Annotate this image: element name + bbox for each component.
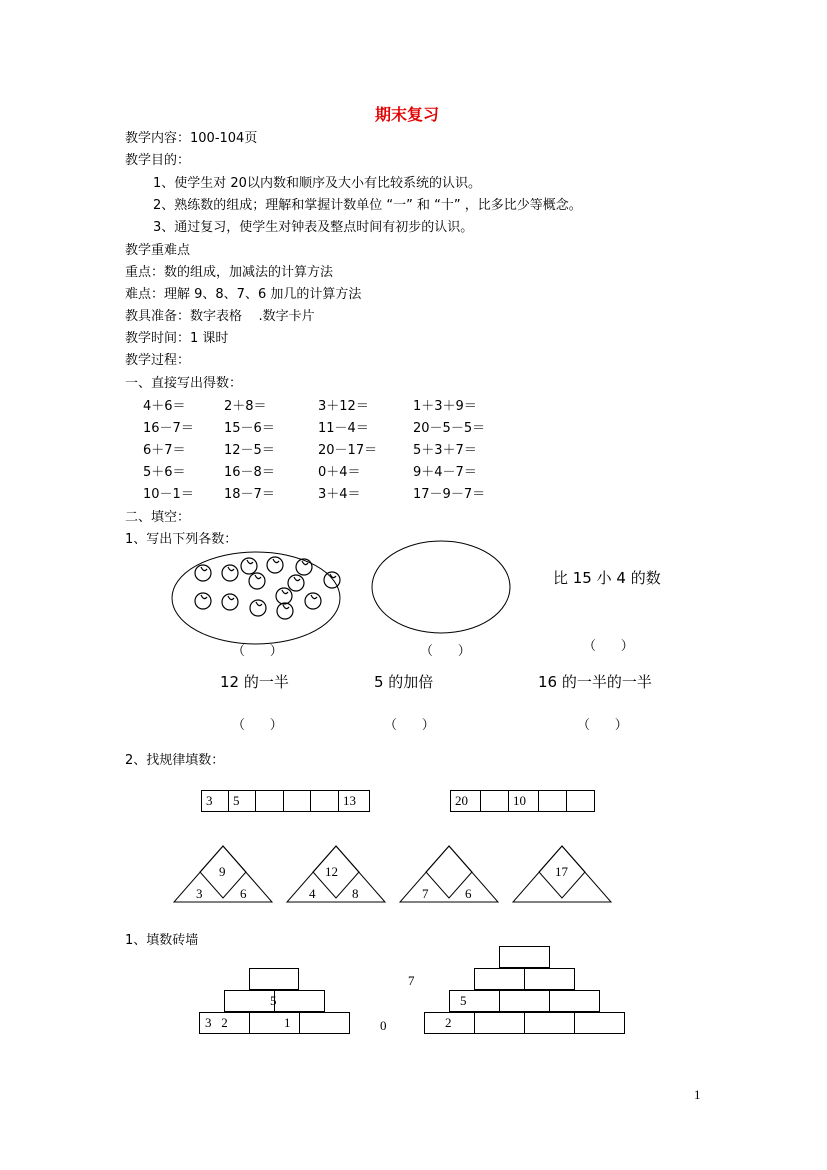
brick[interactable] bbox=[299, 1012, 350, 1034]
arith-cell: 15－6＝ bbox=[224, 421, 275, 436]
triangle-top: 17 bbox=[555, 864, 568, 879]
brick[interactable]: 3 2 bbox=[199, 1012, 250, 1034]
brick[interactable] bbox=[474, 1012, 525, 1034]
arith-cell: 2＋8＝ bbox=[224, 399, 267, 414]
triangle-top: 12 bbox=[325, 864, 338, 879]
seq-cell[interactable]: 13 bbox=[338, 790, 370, 812]
content-line: 教学内容：100-104页 bbox=[125, 131, 258, 146]
answer-blank[interactable]: （ ） bbox=[232, 644, 283, 659]
triangle-left: 7 bbox=[422, 886, 429, 901]
arith-cell: 20－5－5＝ bbox=[413, 421, 486, 436]
triangle-top: 9 bbox=[219, 864, 226, 879]
stray-number-7: 7 bbox=[408, 973, 415, 988]
label-15-minus-4: 比 15 小 4 的数 bbox=[553, 569, 661, 587]
brick[interactable] bbox=[499, 946, 550, 968]
key-difficult-heading: 教学重难点 bbox=[125, 243, 191, 258]
arith-cell: 10－1＝ bbox=[143, 487, 194, 502]
brick[interactable] bbox=[524, 968, 575, 990]
page-number: 1 bbox=[694, 1087, 701, 1102]
teaching-time: 教学时间：1 课时 bbox=[125, 331, 229, 346]
objective-2: 2、熟练数的组成；理解和掌握计数单位 “一” 和 “十” ，比多比少等概念。 bbox=[153, 198, 582, 213]
arith-cell: 16－8＝ bbox=[224, 465, 275, 480]
brick[interactable] bbox=[574, 1012, 625, 1034]
answer-blank[interactable]: （ ） bbox=[583, 639, 634, 654]
arith-cell: 1＋3＋9＝ bbox=[413, 399, 477, 414]
teaching-process: 教学过程： bbox=[125, 353, 191, 368]
arith-cell: 12－5＝ bbox=[224, 443, 275, 458]
triangle-right: 6 bbox=[240, 886, 247, 901]
arith-cell: 5＋6＝ bbox=[143, 465, 186, 480]
brick[interactable]: 5 bbox=[224, 990, 275, 1012]
label-half-half-16: 16 的一半的一半 bbox=[538, 673, 652, 691]
triangle-right: 8 bbox=[352, 886, 359, 901]
label-double-5: 5 的加倍 bbox=[374, 673, 434, 691]
arith-cell: 6＋7＝ bbox=[143, 443, 186, 458]
arith-cell: 20－17＝ bbox=[318, 443, 378, 458]
seq-cell[interactable]: 3 bbox=[201, 790, 229, 812]
arith-cell: 16－7＝ bbox=[143, 421, 194, 436]
triangle-left: 3 bbox=[196, 886, 203, 901]
arith-cell: 17－9－7＝ bbox=[413, 487, 486, 502]
answer-blank[interactable]: （ ） bbox=[577, 718, 628, 733]
objective-1: 1、使学生对 20以内数和顺序及大小有比较系统的认识。 bbox=[153, 176, 481, 191]
brick[interactable] bbox=[549, 990, 600, 1012]
brick[interactable] bbox=[524, 1012, 575, 1034]
triangle-right: 6 bbox=[465, 886, 472, 901]
brick[interactable] bbox=[249, 968, 299, 990]
arith-cell: 5＋3＋7＝ bbox=[413, 443, 477, 458]
brick[interactable]: 2 bbox=[424, 1012, 475, 1034]
brick[interactable]: 1 bbox=[249, 1012, 300, 1034]
label-half-12: 12 的一半 bbox=[220, 673, 289, 691]
brick[interactable] bbox=[274, 990, 325, 1012]
key-point: 重点：数的组成，加减法的计算方法 bbox=[125, 265, 334, 280]
answer-blank[interactable]: （ ） bbox=[384, 718, 435, 733]
triangle-left: 4 bbox=[309, 886, 316, 901]
arith-cell: 3＋12＝ bbox=[318, 399, 369, 414]
page-title: 期末复习 bbox=[375, 105, 440, 124]
brick[interactable] bbox=[474, 968, 525, 990]
arith-cell: 0＋4＝ bbox=[318, 465, 361, 480]
answer-blank[interactable]: （ ） bbox=[420, 644, 471, 659]
seq-cell[interactable]: 20 bbox=[450, 790, 481, 812]
sub-3-heading: 1、填数砖墙 bbox=[125, 933, 199, 948]
sub-2-heading: 2、找规律填数： bbox=[125, 753, 225, 768]
arith-cell: 3＋4＝ bbox=[318, 487, 361, 502]
brick[interactable] bbox=[499, 990, 550, 1012]
teaching-aids: 教具准备：数字表格 .数字卡片 bbox=[125, 309, 315, 324]
section-2-heading: 二、填空： bbox=[125, 510, 191, 525]
sub-1-heading: 1、写出下列各数： bbox=[125, 532, 238, 547]
arith-cell: 4＋6＝ bbox=[143, 399, 186, 414]
seq-cell[interactable]: 5 bbox=[228, 790, 256, 812]
objective-heading: 教学目的： bbox=[125, 153, 191, 168]
answer-blank[interactable]: （ ） bbox=[232, 718, 283, 733]
stray-number-0: 0 bbox=[380, 1018, 387, 1033]
difficult-point: 难点：理解 9、8、7、6 加几的计算方法 bbox=[125, 287, 362, 302]
seq-cell[interactable]: 10 bbox=[508, 790, 539, 812]
objective-3: 3、通过复习，使学生对钟表及整点时间有初步的认识。 bbox=[153, 220, 474, 235]
arith-cell: 11－4＝ bbox=[318, 421, 369, 436]
brick[interactable]: 5 bbox=[449, 990, 500, 1012]
arith-cell: 9＋4－7＝ bbox=[413, 465, 477, 480]
arith-cell: 18－7＝ bbox=[224, 487, 275, 502]
section-1-heading: 一、直接写出得数： bbox=[125, 376, 243, 391]
